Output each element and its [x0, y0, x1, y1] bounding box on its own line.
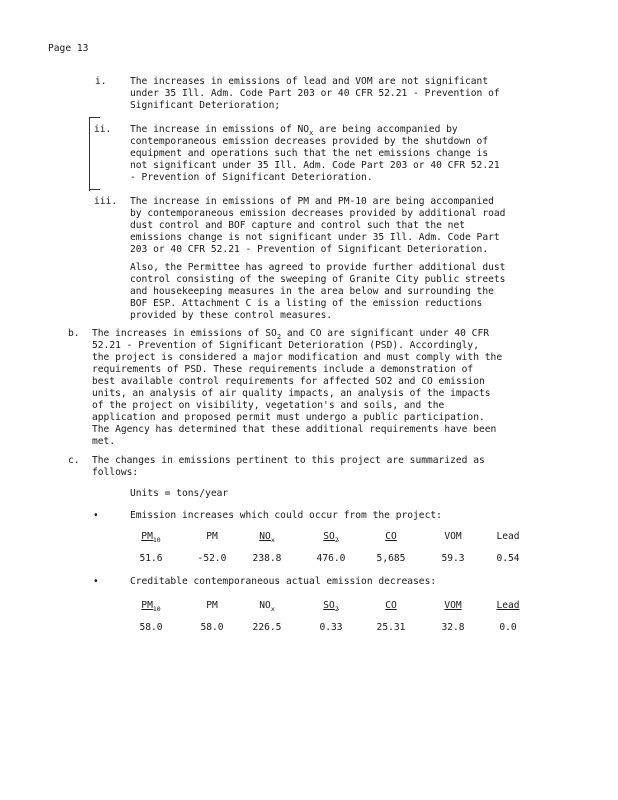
decreases-value: 226.5	[252, 622, 282, 633]
item-c-line: follows:	[92, 467, 139, 478]
item-b-line: best available control requirements for affected SO2 and CO emission	[92, 376, 485, 387]
item-iii-line: 203 or 40 CFR 52.21 - Prevention of Significant Deterioration.	[130, 244, 489, 255]
item-ii-marker: ii.	[94, 124, 112, 135]
item-i-line: under 35 Ill. Adm. Code Part 203 or 40 CFR 52.21 - Prevention of	[130, 88, 500, 99]
item-ii-line: - Prevention of Significant Deterioration.	[130, 172, 373, 183]
item-ii-line: contemporaneous emission decreases provided by the shutdown of	[130, 136, 489, 147]
decreases-value: 58.0	[200, 622, 224, 633]
item-b-marker: b.	[68, 328, 80, 339]
bullet-icon: •	[93, 510, 99, 521]
item-b-line: application and proposed permit must undergo a public participation.	[92, 412, 485, 423]
item-b-line: The Agency has determined that these additional requirements have been	[92, 424, 497, 435]
units-line: Units = tons/year	[130, 488, 229, 499]
item-b-line: requirements of PSD. These requirements include a demonstration of	[92, 364, 474, 375]
decreases-value: 0.0	[499, 622, 517, 633]
increases-header-vom: VOM	[444, 531, 462, 542]
decreases-header-so2: $SO_2$	[323, 600, 339, 613]
decreases-header-vom: VOM	[444, 600, 462, 611]
item-c-line: The changes in emissions pertinent to this project are summarized as	[92, 455, 485, 466]
increases-header-pm10: $PM_{10}$	[141, 531, 161, 544]
item-iii-line: emissions change is not significant under 35 Ill. Adm. Code Part	[130, 232, 500, 243]
decreases-value: 0.33	[319, 622, 343, 633]
bullet-icon: •	[93, 576, 99, 587]
item-b-line: met.	[92, 436, 116, 447]
increases-value: -52.0	[197, 553, 227, 564]
item-b-line: units, an analysis of air quality impacts, an analysis of the impacts	[92, 388, 491, 399]
item-b-line: of the project on visibility, vegetation's and soils, and the	[92, 400, 445, 411]
decreases-header-co: CO	[385, 600, 397, 611]
revision-bracket	[89, 117, 90, 191]
decreases-caption: Creditable contemporaneous actual emission decreases:	[130, 576, 437, 587]
item-i-marker: i.	[95, 76, 107, 87]
also-line: BOF ESP. Attachment C is a listing of the emission reductions	[130, 298, 483, 309]
increases-value: 51.6	[139, 553, 163, 564]
item-ii-line: equipment and operations such that the net emissions change is	[130, 148, 489, 159]
also-line: provided by these control measures.	[130, 310, 333, 321]
increases-value: 238.8	[252, 553, 282, 564]
also-line: control consisting of the sweeping of Granite City public streets	[130, 274, 506, 285]
increases-header-pm: PM	[206, 531, 218, 542]
item-b-line: the project is considered a major modification and must comply with the	[92, 352, 503, 363]
increases-value: 476.0	[316, 553, 346, 564]
item-b-line: 52.21 - Prevention of Significant Deterioration (PSD). Accordingly,	[92, 340, 479, 351]
item-ii-line: not significant under 35 Ill. Adm. Code Part 203 or 40 CFR 52.21	[130, 160, 500, 171]
increases-value: 0.54	[496, 553, 520, 564]
decreases-value: 58.0	[139, 622, 163, 633]
item-c-marker: c.	[68, 455, 80, 466]
item-iii-line: dust control and BOF capture and control such that the net	[130, 220, 466, 231]
increases-header-so2: $SO_2$	[323, 531, 339, 544]
also-line: and housekeeping measures in the area below and surrounding the	[130, 286, 494, 297]
decreases-header-pm10: $PM_{10}$	[141, 600, 161, 613]
item-i-line: Significant Deterioration;	[130, 100, 281, 111]
also-line: Also, the Permittee has agreed to provide further additional dust	[130, 262, 506, 273]
item-ii-line: The increase in emissions of $NO_x$ are being accompanied by	[130, 124, 458, 137]
increases-header-lead: Lead	[496, 531, 520, 542]
page-header: Page 13	[48, 43, 89, 54]
increases-caption: Emission increases which could occur from the project:	[130, 510, 442, 521]
item-iii-line: The increase in emissions of PM and PM-10 are being accompanied	[130, 196, 494, 207]
decreases-value: 25.31	[376, 622, 406, 633]
decreases-header-nox: $NO_x$	[259, 600, 275, 613]
item-iii-line: by contemporaneous emission decreases provided by additional road	[130, 208, 506, 219]
increases-value: 59.3	[441, 553, 465, 564]
item-i-line: The increases in emissions of lead and VOM are not significant	[130, 76, 489, 87]
item-iii-marker: iii.	[94, 196, 118, 207]
decreases-header-pm: PM	[206, 600, 218, 611]
item-b-line: The increases in emissions of $SO_2$ and CO are significant under 40 CFR	[92, 328, 489, 341]
decreases-header-lead: Lead	[496, 600, 520, 611]
increases-header-co: CO	[385, 531, 397, 542]
decreases-value: 32.8	[441, 622, 465, 633]
increases-value: 5,685	[376, 553, 406, 564]
increases-header-nox: $NO_x$	[259, 531, 275, 544]
